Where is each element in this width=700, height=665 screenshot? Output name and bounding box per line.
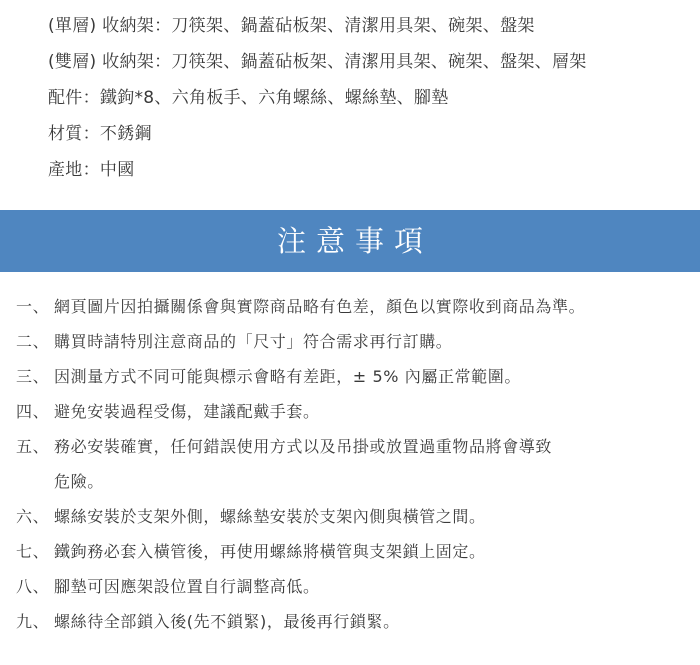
- notice-item: [16, 324, 696, 359]
- notice-number: 七、: [16, 542, 50, 561]
- notice-list: [16, 289, 696, 639]
- notice-item: [16, 289, 696, 324]
- notice-text: 危險。: [54, 472, 104, 491]
- notice-number: 九、: [16, 612, 50, 631]
- notice-text: 螺絲待全部鎖入後(先不鎖緊)，最後再行鎖緊。: [54, 612, 400, 631]
- spec-origin: 產地：中國: [48, 160, 135, 180]
- notice-number: 六、: [16, 507, 50, 526]
- notice-text: 螺絲安裝於支架外側，螺絲墊安裝於支架內側與橫管之間。: [54, 507, 486, 526]
- notice-title: 注意事項: [276, 224, 433, 258]
- notice-text: 鐵鉤務必套入橫管後，再使用螺絲將橫管與支架鎖上固定。: [54, 542, 486, 561]
- notice-item: [16, 429, 696, 464]
- notice-number: 八、: [16, 577, 50, 596]
- notice-text: 因測量方式不同可能與標示會略有差距，± 5% 內屬正常範圍。: [54, 367, 521, 386]
- notice-text: 腳墊可因應架設位置自行調整高低。: [54, 577, 320, 596]
- notice-text: 購買時請特別注意商品的「尺寸」符合需求再行訂購。: [54, 332, 453, 351]
- notice-number: 二、: [16, 332, 50, 351]
- notice-text: 網頁圖片因拍攝關係會與實際商品略有色差，顏色以實際收到商品為準。: [54, 297, 586, 316]
- notice-number: 四、: [16, 402, 50, 421]
- notice-number: 五、: [16, 437, 50, 456]
- notice-item-continuation: [16, 464, 696, 499]
- notice-number: 三、: [16, 367, 50, 386]
- notice-item: [16, 359, 696, 394]
- product-specs: [48, 8, 688, 188]
- notice-item: [16, 569, 696, 604]
- notice-number: 一、: [16, 297, 50, 316]
- notice-banner: [0, 210, 700, 272]
- notice-text: 務必安裝確實，任何錯誤使用方式以及吊掛或放置過重物品將會導致: [54, 437, 553, 456]
- notice-item: [16, 604, 696, 639]
- spec-accessories: 配件：鐵鉤*8、六角板手、六角螺絲、螺絲墊、腳墊: [48, 88, 449, 108]
- spec-material: 材質：不銹鋼: [48, 124, 152, 144]
- notice-text: 避免安裝過程受傷，建議配戴手套。: [54, 402, 320, 421]
- notice-item: [16, 499, 696, 534]
- spec-double-layer: (雙層) 收納架：刀筷架、鍋蓋砧板架、清潔用具架、碗架、盤架、層架: [48, 52, 587, 72]
- notice-item: [16, 394, 696, 429]
- notice-item: [16, 534, 696, 569]
- spec-single-layer: (單層) 收納架：刀筷架、鍋蓋砧板架、清潔用具架、碗架、盤架: [48, 16, 535, 36]
